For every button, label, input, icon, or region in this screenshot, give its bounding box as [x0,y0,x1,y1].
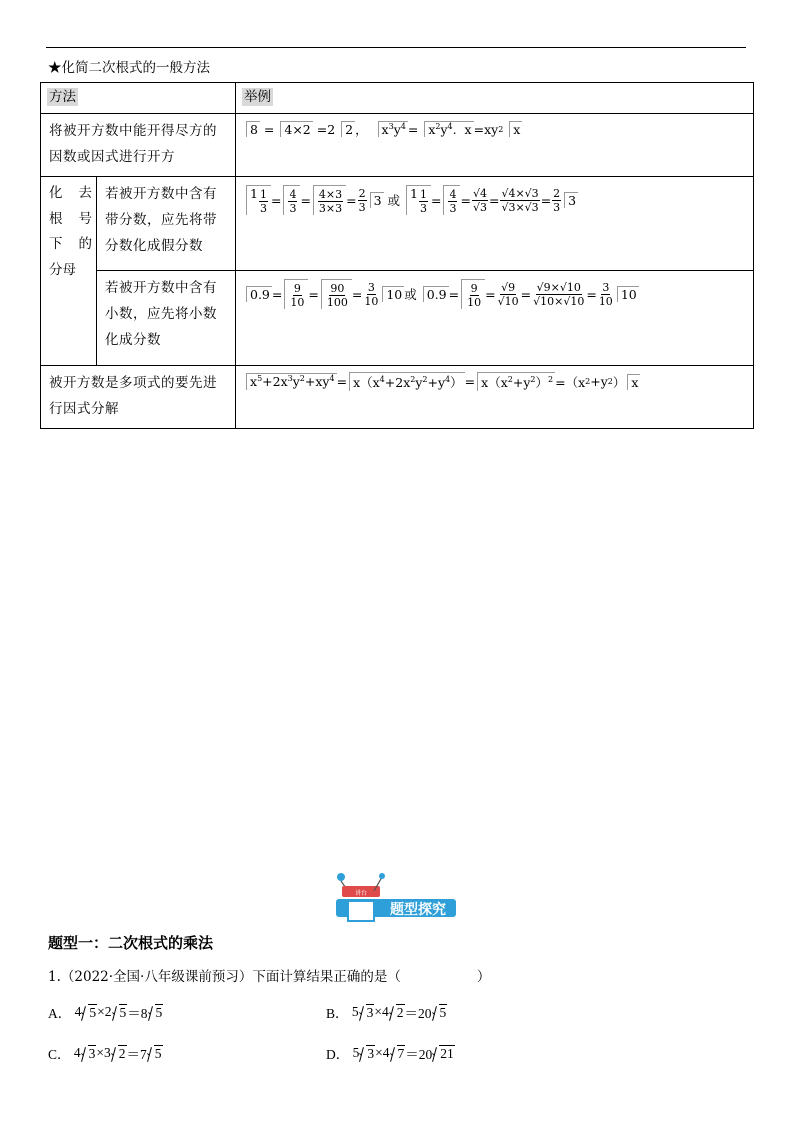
table-row [41,177,754,271]
top-rule [46,47,746,48]
row3-example: $x^5+2x^3y^2+xy^4$ = $x(x^4+2x^2y^2+y^4)$ = $x(x^2+y^2)^2$ =（x 2 +y 2 ） x [236,366,754,429]
row2b-method: 若被开方数中含有小数，应先将小数化成分数 [97,271,236,366]
row1-example: 8 = 4×2 =2 2 ， $x^3y^4$ = $x^2y^4$. x =xy 2 x [236,114,754,177]
row2-side-label: 化 去 根 号 下 的 分母 [41,177,97,366]
row1-method: 将被开方数中能开得尽方的因数或因式进行开方 [41,114,236,177]
question-source: （2022·全国·八年级课前预习） [60,969,253,985]
option-c[interactable]: C． 4 3 ×3 2 ＝7 5 [48,1045,162,1062]
method-header: 方法 [49,89,76,105]
table-row [41,366,754,429]
row3-method: 被开方数是多项式的要先进行因式分解 [41,366,236,429]
example-header: 举例 [244,89,271,105]
page-heading: ★化简二次根式的一般方法 [48,60,210,76]
logo-title: 题型探究 [390,902,446,918]
option-a[interactable]: A． 4 5 ×2 5 ＝8 5 [48,1004,163,1021]
methods-table [40,82,754,429]
question-close: ） [476,969,491,985]
section-title: 题型一：二次根式的乘法 [48,934,214,952]
table-header-row [41,83,754,114]
row2a-method: 若被开方数中含有带分数，应先将带分数化成假分数 [97,177,236,271]
option-b[interactable]: B． 5 3 ×4 2 ＝20 5 [326,1004,447,1021]
question-1 [48,965,490,985]
table-row [41,271,754,366]
logo-small-text: 讲台 [354,890,368,897]
podium-logo [334,871,458,923]
question-stem: 下面计算结果正确的是（ [252,969,401,985]
row2a-example: 1 $\frac{1}{3}$ = $\frac{4}{3}$ = $\frac{4\times 3}{3\times 3}$ = 2 3 3 或 1 $\frac{1}{3}$ = $\frac{4}{3}$ = √4 √3 = √4×√3 √3×√3 = 2 3 3 [236,177,754,271]
table-row [41,114,754,177]
option-d[interactable]: D． 5 3 ×4 7 ＝20 21 [326,1045,454,1062]
question-number: 1. [48,969,61,985]
row2b-example: 0.9 = $\frac{9}{10}$ = $\frac{90}{100}$ = 3 10 10 或 0.9 = $\frac{9}{10}$ = √9 √10 = √9×√10 √10×√10 = 3 10 10 [236,271,754,366]
